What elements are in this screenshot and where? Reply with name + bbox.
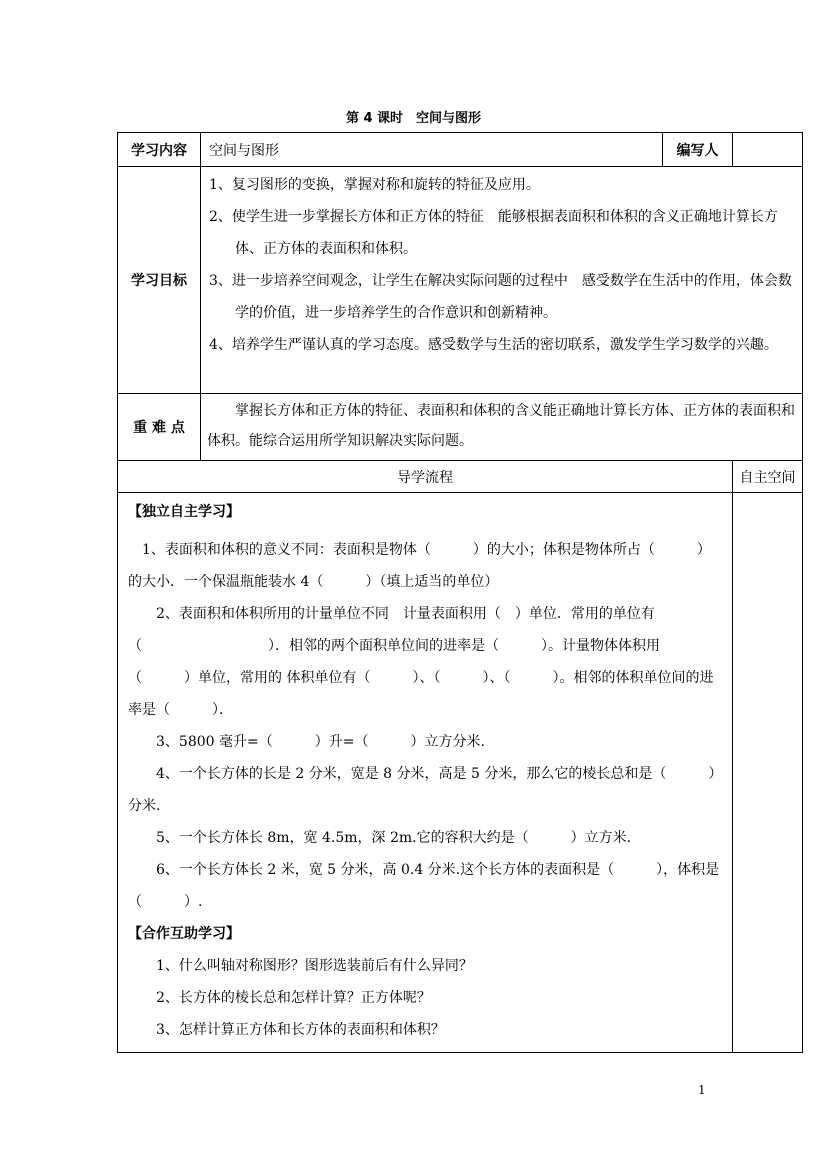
coop-question-1: 1、什么叫轴对称图形？图形选装前后有什么异同？ (156, 958, 473, 974)
author-value (733, 133, 803, 167)
content-label: 学习内容 (118, 133, 201, 167)
section-cooperative-study: 【合作互助学习】 (128, 926, 240, 942)
content-row (118, 133, 803, 167)
coop-question-2: 2、长方体的棱长总和怎样计算？正方体呢？ (156, 990, 431, 1006)
key-points-text: 掌握长方体和正方体的特征、表面积和体积的含义能正确地计算长方体、正方体的表面积和体积。能综合运用所学知识解决实际问题。 (201, 394, 803, 461)
flow-header-row (118, 461, 803, 493)
question-6: 6、一个长方体长 2 米，宽 5 分米，高 0.4 分米.这个长方体的表面积是（ ），体积是（ ）. (128, 862, 720, 910)
lesson-plan-table (117, 132, 803, 1053)
question-4: 4、一个长方体的长是 2 分米，宽是 8 分米，高是 5 分米，那么它的棱长总和是（ ）分米. (128, 766, 716, 814)
question-1: 1、表面积和体积的意义不同：表面积是物体（ ）的大小；体积是物体所占（ ）的大小．一个保温瓶能装水 4（ ）（填上适当的单位） (128, 542, 711, 590)
question-5: 5、一个长方体长 8m，宽 4.5m，深 2m.它的容积大约是（ ）立方米. (156, 830, 632, 846)
objective-item: 4、培养学生严谨认真的学习态度。感受数学与生活的密切联系，激发学生学习数学的兴趣。 (209, 337, 778, 353)
side-header: 自主空间 (733, 461, 803, 493)
section-independent-study: 【独立自主学习】 (128, 504, 240, 520)
content-value: 空间与图形 (201, 133, 663, 167)
side-space (733, 493, 803, 1053)
objective-item: 2、使学生进一步掌握长方体和正方体的特征 能够根据表面积和体积的含义正确地计算长方体、正方体的表面积和体积。 (209, 209, 778, 257)
key-points-row (118, 394, 803, 461)
key-points-label: 重 难 点 (118, 394, 201, 461)
objectives-label: 学习目标 (118, 167, 201, 394)
flow-body-row (118, 493, 803, 1053)
lesson-title: 第 4 课时 空间与图形 (345, 111, 482, 126)
flow-content (118, 493, 733, 1053)
flow-header: 导学流程 (118, 461, 733, 493)
objective-item: 1、复习图形的变换，掌握对称和旋转的特征及应用。 (209, 177, 540, 193)
page-number: 1 (698, 1083, 706, 1097)
coop-question-3: 3、怎样计算正方体和长方体的表面积和体积？ (156, 1022, 445, 1038)
question-2: 2、表面积和体积所用的计量单位不同 计量表面积用（ ）单位．常用的单位有（ ）．相邻的两个面积单位间的进率是（ ）。计量物体体积用（ ）单位，常用的 体积单位有（ ）、（ ）、（ ）。相邻的体积单位间的进率是（ ）． (128, 606, 714, 718)
objective-item: 3、进一步培养空间观念，让学生在解决实际问题的过程中 感受数学在生活中的作用，体会数学的价值，进一步培养学生的合作意识和创新精神。 (209, 273, 792, 321)
objectives-row (118, 167, 803, 394)
question-3: 3、5800 毫升=（ ）升=（ ）立方分米. (156, 734, 485, 750)
author-label: 编写人 (663, 133, 733, 167)
objectives-list (201, 167, 803, 394)
